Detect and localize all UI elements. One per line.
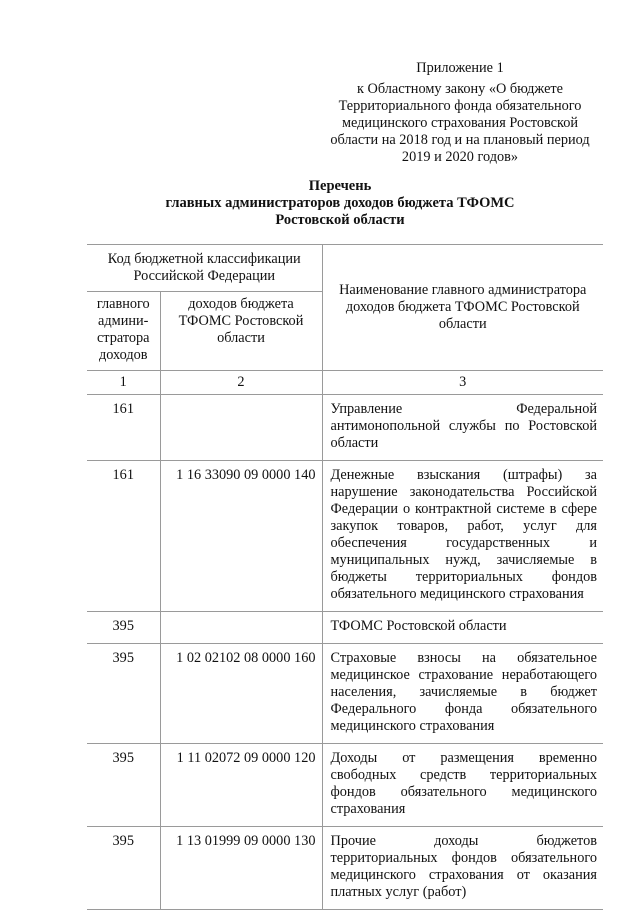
appendix-line: 2019 и 2020 годов» xyxy=(401,149,519,165)
title-line: Перечень xyxy=(308,178,372,194)
table-row xyxy=(87,644,603,744)
appendix-line: Территориального фонда обязательного xyxy=(338,98,582,114)
column-number: 1 xyxy=(87,371,160,395)
admin-code-cell: 395 xyxy=(87,744,160,827)
administrator-name-cell: Страховые взносы на обязательное медицинское страхование неработающего населения, зачисляемые в бюджет Федерального фонда обязательного медицинского страхования xyxy=(330,650,597,734)
admin-code-cell: 395 xyxy=(87,827,160,910)
appendix-line: медицинского страхования Ростовской xyxy=(341,115,579,131)
appendix-line: к Областному закону «О бюджете xyxy=(356,81,564,97)
administrator-name-cell: Прочие доходы бюджетов территориальных фондов обязательного медицинского страхования от оказания платных услуг (работ) xyxy=(330,833,597,900)
title-line: главных администраторов доходов бюджета ТФОМС xyxy=(165,195,515,211)
column-number: 3 xyxy=(459,374,467,390)
income-code-cell: 1 16 33090 09 0000 140 xyxy=(160,461,322,612)
kbk-group-header: Код бюджетной классификации Российской Федерации xyxy=(87,245,322,292)
admin-code-cell: 161 xyxy=(87,395,160,461)
administrators-table xyxy=(87,244,603,910)
appendix-number: Приложение 1 xyxy=(416,60,504,76)
column-number: 2 xyxy=(160,371,322,395)
table-row xyxy=(87,461,603,612)
table-row xyxy=(87,827,603,910)
title-line: Ростовской области xyxy=(275,212,405,228)
admin-code-cell: 395 xyxy=(87,612,160,644)
administrator-name-cell: Доходы от размещения временно свободных средств территориальных фондов обязательного медицинского страхования xyxy=(330,750,597,817)
appendix-heading xyxy=(300,60,620,166)
income-code-cell: 1 11 02072 09 0000 120 xyxy=(160,744,322,827)
administrator-name-cell: ТФОМС Ростовской области xyxy=(330,618,507,634)
column-numbers-row xyxy=(87,371,603,395)
income-column-header: доходов бюджета ТФОМС Ростовской области xyxy=(160,292,322,371)
header-row xyxy=(87,245,603,292)
appendix-reference xyxy=(300,81,620,166)
admin-column-header: главного админи-стратора доходов xyxy=(87,292,160,371)
income-code-cell: 1 13 01999 09 0000 130 xyxy=(160,827,322,910)
income-code-cell xyxy=(160,612,322,644)
income-code-cell xyxy=(160,395,322,461)
table-row xyxy=(87,744,603,827)
income-code-cell: 1 02 02102 08 0000 160 xyxy=(160,644,322,744)
admin-code-cell: 161 xyxy=(87,461,160,612)
table-row xyxy=(87,395,603,461)
administrator-name-cell: Денежные взыскания (штрафы) за нарушение законодательства Российской Федерации о контрактной системе в сфере закупок товаров, работ, услуг для обеспечения государственных и муниципальных нужд, зачисляемые в бюджеты территориальных фондов обязательного медицинского страхования xyxy=(330,467,597,602)
admin-code-cell: 395 xyxy=(87,644,160,744)
administrator-name-cell: Управление Федеральной антимонопольной службы по Ростовской области xyxy=(330,401,597,451)
appendix-line: области на 2018 год и на плановый период xyxy=(330,132,590,148)
name-column-header: Наименование главного администратора доходов бюджета ТФОМС Ростовской области xyxy=(339,282,587,332)
document-title xyxy=(90,178,590,229)
table-row xyxy=(87,612,603,644)
